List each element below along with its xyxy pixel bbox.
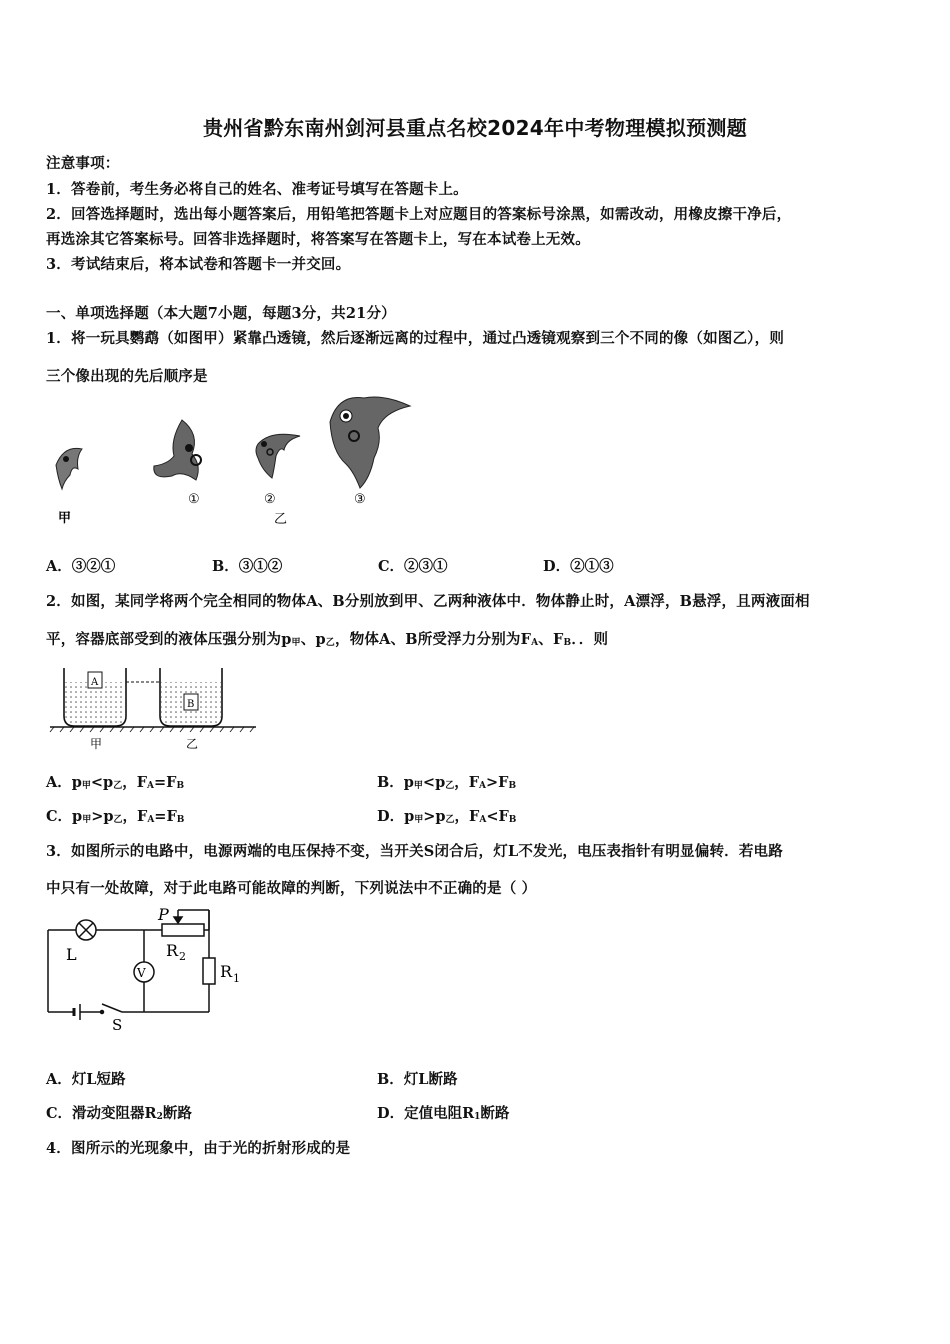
containers-figure (44, 660, 264, 752)
svg-text:P: P (158, 905, 169, 924)
q2-option-c: C．$p_甲>p_乙$，$F_A=F_B$ (46, 808, 185, 825)
q3-option-a: A．灯L短路 (46, 1071, 126, 1088)
figure-label-2: ② (264, 492, 276, 507)
figure-label-jia: 甲 (58, 511, 72, 526)
q3-option-c: C．滑动变阻器$R_2$断路 (46, 1105, 192, 1122)
svg-text:甲: 甲 (90, 737, 103, 751)
parrot-image-2 (256, 434, 300, 478)
svg-text:A: A (91, 677, 99, 688)
svg-text:1: 1 (233, 972, 240, 985)
q2-option-d: D．$p_甲>p_乙$，$F_A<F_B$ (377, 808, 517, 825)
figure-label-3: ③ (354, 492, 366, 507)
q2-option-a: A．$p_甲<p_乙$，$F_A=F_B$ (46, 774, 185, 791)
svg-text:V: V (137, 966, 146, 980)
figure-label-1: ① (188, 492, 200, 507)
parrot-jia-image (56, 448, 82, 489)
q1-option-d: D．②①③ (543, 558, 614, 575)
svg-text:R: R (220, 962, 233, 981)
figure-label-yi: 乙 (274, 512, 288, 527)
q1-option-b: B．③①② (212, 558, 283, 575)
svg-text:乙: 乙 (186, 737, 199, 751)
notice-item-3: 3．考试结束后，将本试卷和答题卡一并交回。 (46, 256, 351, 273)
notice-item-2: 2．回答选择题时，选出每小题答案后，用铅笔把答题卡上对应题目的答案标号涂黑，如需改动，用橡皮擦干净后， (46, 206, 792, 223)
q1-option-c: C．②③① (378, 558, 448, 575)
question-2-text-cont: 平，容器底部受到的液体压强分别为$p_甲$、$p_乙$，物体A、B所受浮力分别为$F_A$、$F_B$．．则 (46, 631, 609, 648)
circuit-figure (40, 900, 255, 1040)
question-2-text: 2．如图，某同学将两个完全相同的物体A、B分别放到甲、乙两种液体中．物体静止时，A漂浮，B悬浮，且两液面相 (46, 593, 810, 610)
notice-item-2-cont: 再选涂其它答案标号。回答非选择题时，将答案写在答题卡上，写在本试卷上无效。 (46, 231, 590, 248)
page-title: 贵州省黔东南州剑河县重点名校2024年中考物理模拟预测题 (202, 116, 748, 140)
q3-option-d: D．定值电阻$R_1$断路 (377, 1105, 510, 1122)
q2-option-b: B．$p_甲<p_乙$，$F_A>F_B$ (377, 774, 517, 791)
svg-text:S: S (112, 1016, 123, 1034)
parrot-image-3 (330, 397, 410, 488)
question-3-text-cont: 中只有一处故障，对于此电路可能故障的判断，下列说法中不正确的是（ ） (46, 880, 537, 897)
notice-heading: 注意事项： (46, 155, 120, 172)
q3-option-b: B．灯L断路 (377, 1071, 458, 1088)
question-3-text: 3．如图所示的电路中，电源两端的电压保持不变，当开关S闭合后，灯L不发光，电压表指针有明显偏转．若电路 (46, 843, 783, 860)
svg-text:L: L (66, 945, 77, 964)
parrot-image-1 (154, 420, 201, 480)
q1-option-a: A．③②① (46, 558, 116, 575)
parrot-figure (40, 390, 420, 535)
section-heading: 一、单项选择题（本大题7小题，每题3分，共21分） (46, 305, 396, 322)
svg-text:2: 2 (179, 950, 186, 963)
question-4-text: 4．图所示的光现象中，由于光的折射形成的是 (46, 1140, 351, 1157)
question-1-text: 1．将一玩具鹦鹉（如图甲）紧靠凸透镜，然后逐渐远离的过程中，通过凸透镜观察到三个不同的像（如图乙），则 (46, 330, 785, 347)
svg-text:R: R (166, 941, 179, 960)
svg-text:B: B (187, 699, 195, 710)
notice-item-1: 1．答卷前，考生务必将自己的姓名、准考证号填写在答题卡上。 (46, 181, 468, 198)
question-1-text-cont: 三个像出现的先后顺序是 (46, 368, 208, 385)
